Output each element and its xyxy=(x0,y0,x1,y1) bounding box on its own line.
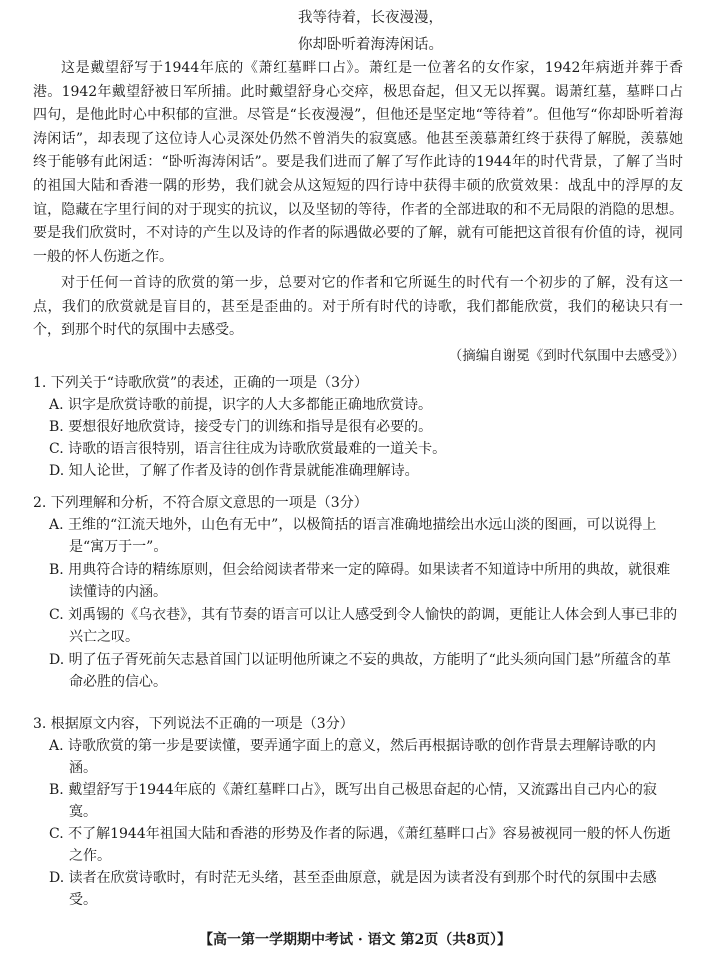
page-footer: 【高一第一学期期中考试 · 语文 第2页（共8页）】 xyxy=(199,932,511,948)
passage-paragraph-1: 这是戴望舒写于1944年底的《萧红墓畔口占》。萧红是一位著名的女作家，1942年病逝并葬于香港。1942年戴望舒被日军所捕。此时戴望舒身心交瘁，极思奋起，但又无以挥翼。谒萧红墓，墓畔口占四句，是他此时心中积郁的宣泄。尽管是“长夜漫漫”，但他还是坚定地“等待着”。但他写“你却卧听着海涛闲话”，却表现了这位诗人心灵深处仍然不曾消失的寂寞感。他甚至羡慕萧红终于获得了解脱，羡慕她终于能够有此闲适：“卧听海涛闲话”。要是我们进而了解了写作此诗的1944年的时代背景，了解了当时的祖国大陆和香港一隅的形势，我们就会从这短短的四行诗中获得丰硕的欣赏效果：战乱中的浮厚的友谊，隐藏在字里行间的对于现实的抗议，以及坚韧的等待，作者的全部进取的和不无局限的消隐的思想。要是我们欣赏时，不对诗的产生以及诗的作者的际遇做必要的了解，就有可能把这首很有价值的诗，视同一般的怀人伤逝之作。 xyxy=(33,60,683,265)
poem-line-2: 你却卧听着海涛闲话。 xyxy=(298,37,443,53)
option-d: D. 明了伍子胥死前矢志悬首国门以证明他所谏之不妄的典故，方能明了“此头须向国门悬”所蕴含的革命必胜的信心。 xyxy=(49,652,671,690)
option-a: A. 王维的“江流天地外，山色有无中”，以极简括的语言准确地描绘出水远山淡的图画，可以说得上是“寓万于一”。 xyxy=(49,517,657,555)
option-a: A. 诗歌欣赏的第一步是要读懂，要弄通字面上的意义，然后再根据诗歌的创作背景去理解诗歌的内涵。 xyxy=(49,738,657,776)
option-b: B. 用典符合诗的精练原则，但会给阅读者带来一定的障碍。如果读者不知道诗中所用的典故，就很难读懂诗的内涵。 xyxy=(49,562,671,600)
question-2 xyxy=(33,492,683,693)
question-3 xyxy=(33,713,683,911)
option-c: C. 不了解1944年祖国大陆和香港的形势及作者的际遇，《萧红墓畔口占》容易被视同一般的怀人伤逝之作。 xyxy=(49,826,671,864)
passage-paragraph-2: 对于任何一首诗的欣赏的第一步，总要对它的作者和它所诞生的时代有一个初步的了解，没有这一点，我们的欣赏就是盲目的，甚至是歪曲的。对于所有时代的诗歌，我们都能欣赏，我们的秘诀只有一个，到那个时代的氛围中去感受。 xyxy=(33,275,683,339)
option-b: B. 要想很好地欣赏诗，接受专门的训练和指导是很有必要的。 xyxy=(49,419,433,435)
passage-source: （摘编自谢冕《到时代氛围中去感受》） xyxy=(448,348,685,364)
option-d: D. 知人论世，了解了作者及诗的创作背景就能准确理解诗。 xyxy=(49,463,419,479)
question-stem: 3. 根据原文内容，下列说法不正确的一项是（3分） xyxy=(33,716,354,732)
question-stem: 2. 下列理解和分析，不符合原文意思的一项是（3分） xyxy=(33,495,368,511)
option-a: A. 识字是欣赏诗歌的前提，识字的人大多都能正确地欣赏诗。 xyxy=(49,397,433,413)
question-stem: 1. 下列关于“诗歌欣赏”的表述，正确的一项是（3分） xyxy=(33,375,369,391)
poem-line-1: 我等待着，长夜漫漫， xyxy=(298,10,443,26)
option-c: C. 刘禹锡的《乌衣巷》，其有节奏的语言可以让人感受到令人愉快的韵调，更能让人体会到人事已非的兴亡之叹。 xyxy=(49,607,678,645)
option-b: B. 戴望舒写于1944年底的《萧红墓畔口占》，既写出自己极思奋起的心情，又流露出自己内心的寂寞。 xyxy=(49,782,657,820)
option-d: D. 读者在欣赏诗歌时，有时茫无头绪，甚至歪曲原意，就是因为读者没有到那个时代的氛围中去感受。 xyxy=(49,870,657,908)
option-c: C. 诗歌的语言很特别，语言往往成为诗歌欣赏最难的一道关卡。 xyxy=(49,441,447,457)
question-1 xyxy=(33,372,683,482)
